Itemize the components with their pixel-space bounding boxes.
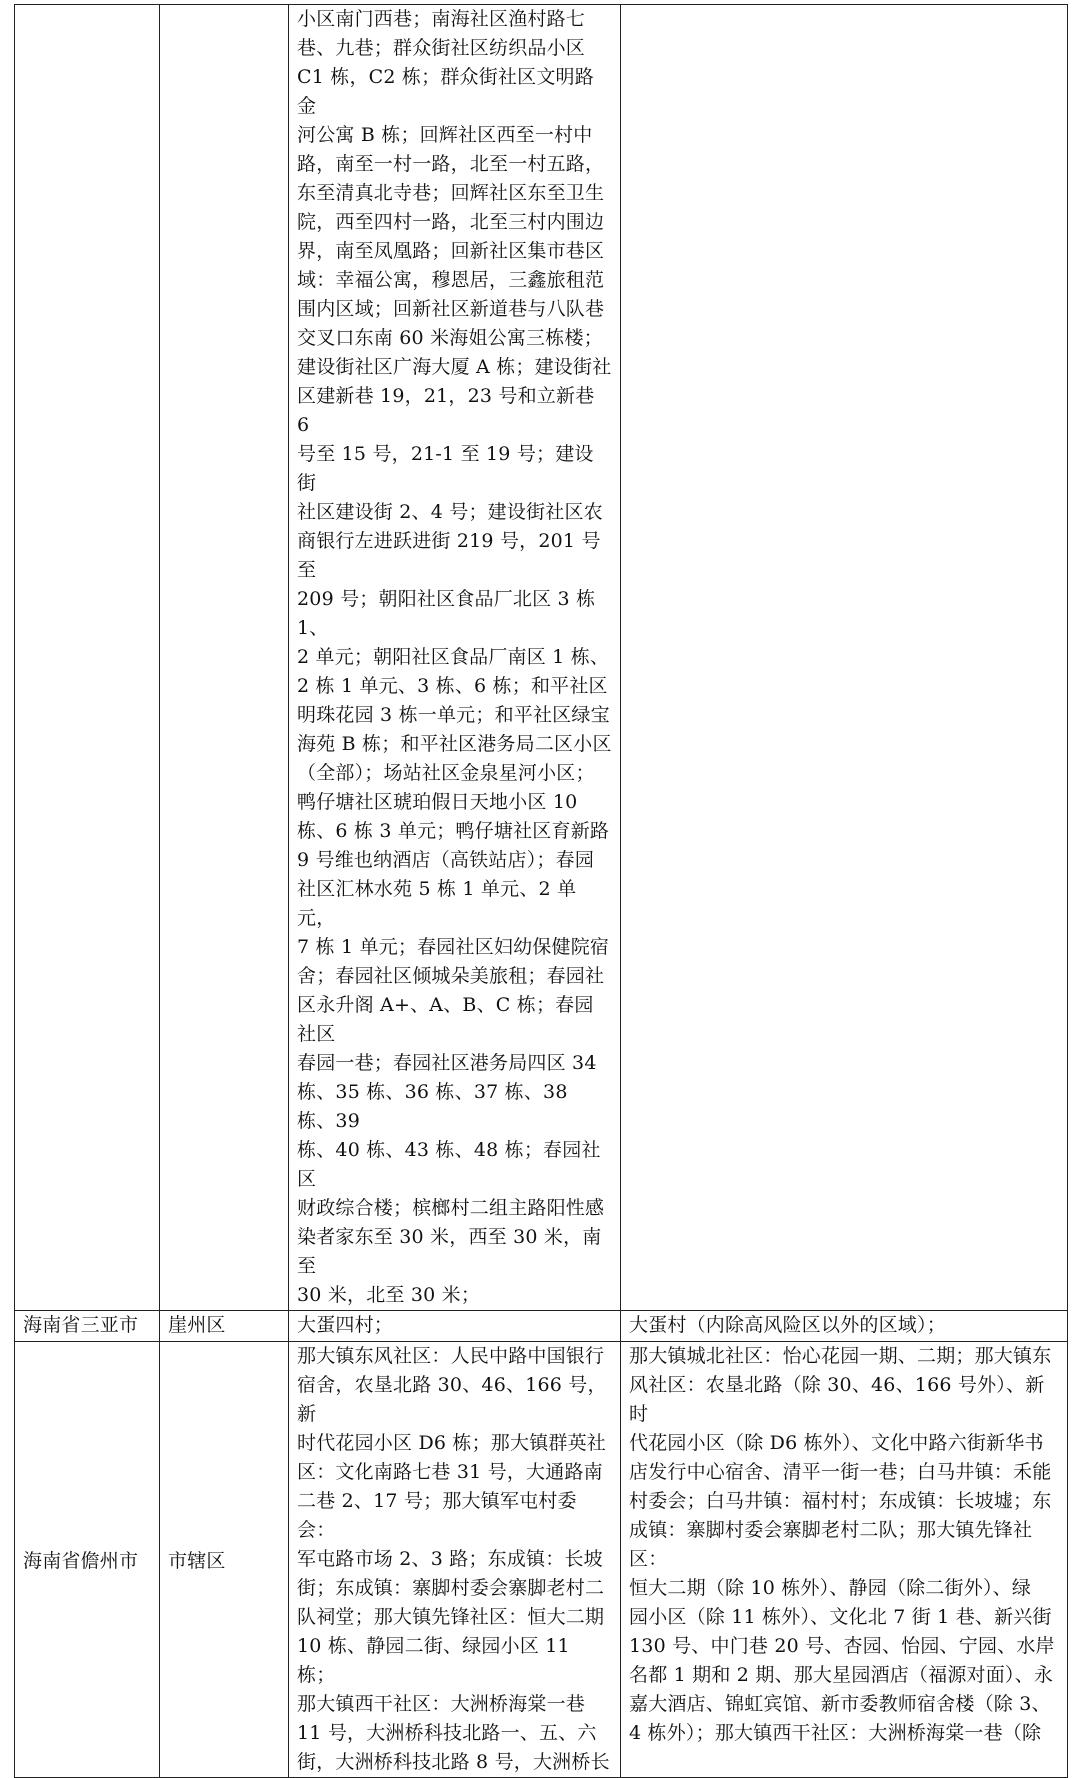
high-risk-area-cell: [289, 1311, 621, 1342]
district-text: 崖州区: [168, 1314, 226, 1336]
table-row: [15, 5, 1068, 1311]
medium-risk-area-text: 那大镇城北社区：怡心花园一期、二期；那大镇东 风社区：农垦北路（除 30、46、166 号外）、新时 代花园小区（除 D6 栋外）、文化中路六街新华书 店发行中心宿舍、清平一街一巷；白马井镇：禾能 村委会；白马井镇：福村村；东成镇：长坡墟；东 成镇：寨脚村委会寨脚老村二队；那大镇先锋社区： 恒大二期（除 10 栋外）、静园（除二街外）、绿 园小区（除 11 栋外）、文化北 7 街 1 巷、新兴街 130 号、中门巷 20 号、杏园、怡园、宁园、水岸 名都 1 期和 2 期、那大星园酒店（福源对面）、永 嘉大酒店、锦虹宾馆、新市委教师宿舍楼（除 3、 4 栋外）；那大镇西干社区：大洲桥海棠一巷（除: [629, 1345, 1055, 1744]
province-city-cell: [15, 5, 160, 1311]
province-city-cell: [15, 1311, 160, 1342]
high-risk-area-cell: [289, 1342, 621, 1778]
district-text: 市辖区: [168, 1550, 226, 1572]
medium-risk-area-cell: [621, 1342, 1068, 1778]
district-cell: [160, 1342, 289, 1778]
district-cell: [160, 5, 289, 1311]
medium-risk-area-cell: [621, 1311, 1068, 1342]
risk-area-table: [14, 4, 1068, 1778]
medium-risk-area-cell: [621, 5, 1068, 1311]
medium-risk-area-text: 大蛋村（内除高风险区以外的区域）；: [629, 1314, 946, 1336]
province-city-text: 海南省儋州市: [23, 1550, 139, 1572]
high-risk-area-text: 大蛋四村；: [297, 1314, 394, 1336]
district-cell: [160, 1311, 289, 1342]
high-risk-area-text: 小区南门西巷；南海社区渔村路七 巷、九巷；群众街社区纺织品小区 C1 栋，C2 栋；群众街社区文明路金 河公寓 B 栋；回辉社区西至一村中 路，南至一村一路，北至一村五路， 东至清真北寺巷；回辉社区东至卫生 院，西至四村一路，北至三村内围边 界，南至凤凰路；回新社区集市巷区 域：幸福公寓，穆恩居，三鑫旅租范 围内区域；回新社区新道巷与八队巷 交叉口东南 60 米海姐公寓三栋楼； 建设街社区广海大厦 A 栋；建设街社 区建新巷 19，21，23 号和立新巷 6 号至 15 号，21-1 至 19 号；建设街 社区建设街 2、4 号；建设街社区农 商银行左进跃进街 219 号，201 号至 209 号；朝阳社区食品厂北区 3 栋 1、 2 单元；朝阳社区食品厂南区 1 栋、 2 栋 1 单元、3 栋、6 栋；和平社区 明珠花园 3 栋一单元；和平社区绿宝 海苑 B 栋；和平社区港务局二区小区 （全部）；场站社区金泉星河小区； 鸭仔塘社区琥珀假日天地小区 10 栋、6 栋 3 单元；鸭仔塘社区育新路 9 号维也纳酒店（高铁站店）；春园 社区汇林水苑 5 栋 1 单元、2 单元， 7 栋 1 单元；春园社区妇幼保健院宿 舍；春园社区倾城朵美旅租；春园社 区永升阁 A+、A、B、C 栋；春园社区 春园一巷；春园社区港务局四区 34 栋、35 栋、36 栋、37 栋、38 栋、39 栋、40 栋、43 栋、48 栋；春园社区 财政综合楼；槟榔村二组主路阳性感 染者家东至 30 米，西至 30 米，南至 30 米，北至 30 米；: [297, 8, 612, 1306]
province-city-text: 海南省三亚市: [23, 1314, 139, 1336]
high-risk-area-cell: [289, 5, 621, 1311]
high-risk-area-text: 那大镇东风社区：人民中路中国银行 宿舍，农垦北路 30、46、166 号，新 时代花园小区 D6 栋；那大镇群英社 区：文化南路七巷 31 号，大通路南 二巷 2、17 号；那大镇军屯村委会： 军屯路市场 2、3 路；东成镇：长坡 街；东成镇：寨脚村委会寨脚老村二 队祠堂；那大镇先锋社区：恒大二期 10 栋、静园二街、绿园小区 11 栋； 那大镇西干社区：大洲桥海棠一巷 11 号，大洲桥科技北路一、五、六 街，大洲桥科技北路 8 号，大洲桥长: [297, 1345, 610, 1773]
table-row: [15, 1311, 1068, 1342]
table-row: [15, 1342, 1068, 1778]
province-city-cell: [15, 1342, 160, 1778]
